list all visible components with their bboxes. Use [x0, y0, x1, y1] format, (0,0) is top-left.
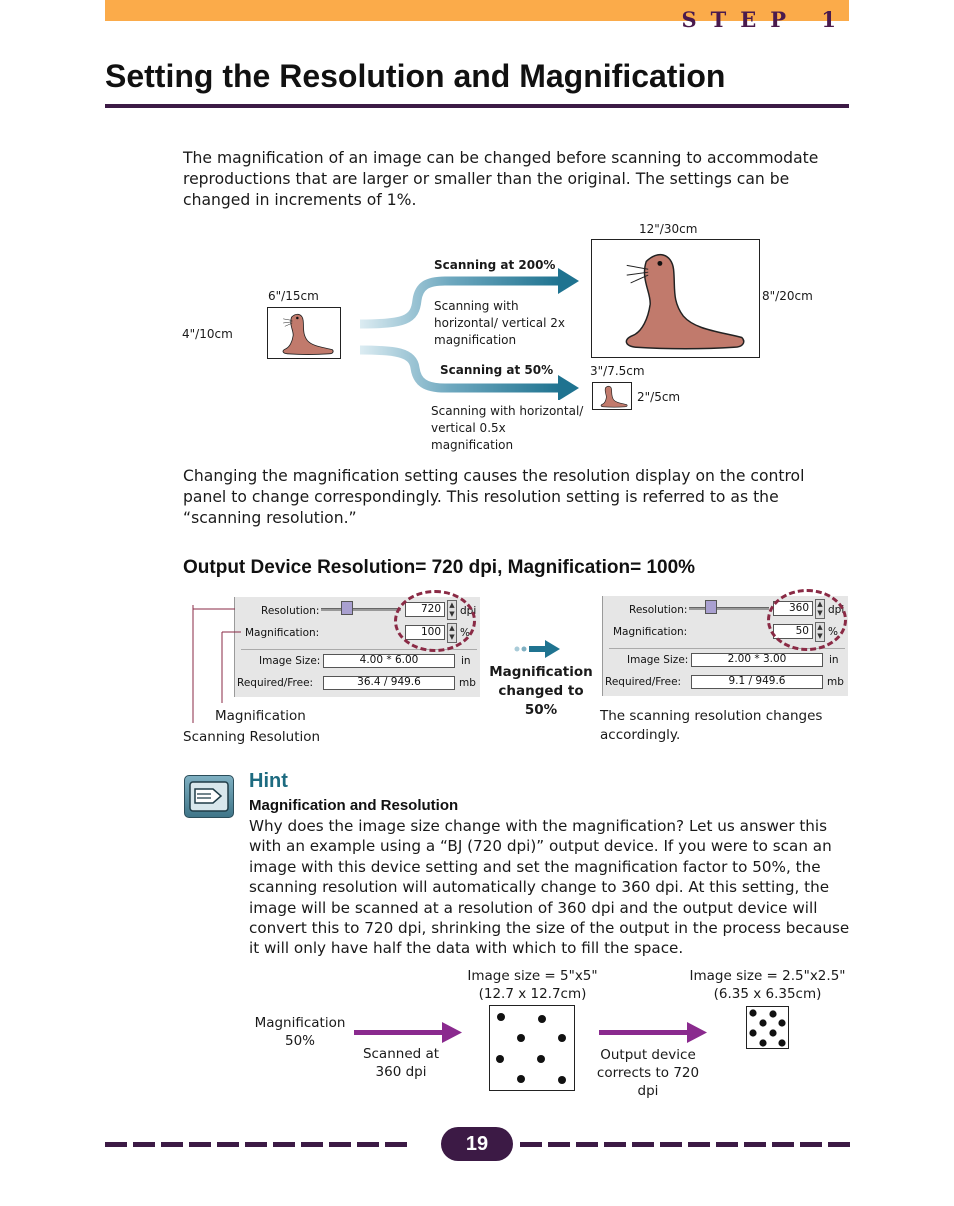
required-free-label: Required/Free:	[605, 676, 682, 688]
change-arrow	[512, 638, 562, 660]
small-dot-image	[746, 1006, 789, 1049]
resolution-input[interactable]: 720	[405, 602, 445, 617]
footer-dash	[548, 1142, 570, 1147]
footer-dash	[744, 1142, 766, 1147]
magnification-unit: %	[828, 626, 838, 638]
footer-dash	[105, 1142, 127, 1147]
seal-illustration	[593, 383, 631, 409]
scanned-at-label: Scanned at 360 dpi	[362, 1046, 440, 1080]
required-free-unit: mb	[459, 677, 476, 689]
resolution-slider-thumb[interactable]	[341, 601, 353, 615]
image-size-large-line1: Image size = 5"x5"	[467, 968, 598, 984]
dot-pattern	[747, 1007, 788, 1048]
resolution-slider[interactable]	[321, 608, 401, 611]
output-corrects-label: Output device corrects to 720 dpi	[596, 1047, 700, 1099]
image-size-small-line1: Image size = 2.5"x2.5"	[689, 968, 846, 984]
magnification-unit: %	[460, 627, 470, 639]
image-size-field: 4.00 * 6.00	[323, 654, 455, 668]
required-free-field: 9.1 / 949.6	[691, 675, 823, 689]
hint-subtitle: Magnification and Resolution	[249, 797, 459, 814]
image-size-field: 2.00 * 3.00	[691, 653, 823, 667]
footer-dash	[520, 1142, 542, 1147]
title-rule	[105, 104, 849, 108]
highlight-circle	[394, 590, 476, 652]
result-note: The scanning resolution changes accordingly.	[600, 708, 823, 743]
magnification-50-label: Magnification 50%	[254, 1015, 346, 1049]
required-free-field: 36.4 / 949.6	[323, 676, 455, 690]
change-paragraph: Changing the magnification setting causes the resolution display on the control panel to change correspondingly. This resolution setting is referred to as the “scanning resolution.”	[183, 467, 805, 527]
magenta-arrow-2	[597, 1020, 709, 1046]
footer-dash	[385, 1142, 407, 1147]
intro-paragraph: The magnification of an image can be changed before scanning to accommodate reproductions that are larger or smaller than the original. The settings can be changed in increments of 1%.	[183, 149, 819, 209]
footer-dash	[189, 1142, 211, 1147]
footer-dash	[688, 1142, 710, 1147]
step-label: STEP 1	[681, 7, 850, 32]
magenta-arrow-1	[352, 1020, 464, 1046]
image-size-unit: in	[829, 654, 839, 666]
reduced-seal-image	[592, 382, 632, 410]
footer-dash	[716, 1142, 738, 1147]
footer-dash	[273, 1142, 295, 1147]
footer-dash	[245, 1142, 267, 1147]
magnification-input[interactable]: 100	[405, 625, 445, 640]
pointing-arrow-icon	[185, 776, 233, 817]
enlarged-width-label: 12"/30cm	[639, 222, 698, 236]
seal-illustration	[592, 240, 759, 357]
footer-dash	[828, 1142, 850, 1147]
enlarged-seal-image	[591, 239, 760, 358]
image-size-label: Image Size:	[627, 654, 689, 666]
scan-50-desc: Scanning with horizontal/ vertical 0.5x magnification	[431, 404, 584, 452]
footer-dash	[632, 1142, 654, 1147]
scanning-resolution-annotation: Scanning Resolution	[183, 729, 321, 745]
original-width-label: 6"/15cm	[268, 289, 319, 303]
footer-dash	[660, 1142, 682, 1147]
hint-paragraph: Why does the image size change with the magnification? Let us answer this with an example using a “BJ (720 dpi)” output device. If you were to scan an image with this device setting and set the magnification factor to 50%, the scanning resolution will automatically change to 360 dpi. At this setting, the image will be scanned at a resolution of 360 dpi and the output device will convert this to 720 dpi, shrinking the size of the output in the process because it will only have half the data with which to fill the space.	[249, 817, 850, 958]
scan-200-label: Scanning at 200%	[434, 258, 556, 272]
magnification-input[interactable]: 50	[773, 624, 813, 639]
change-arrow-label: Magnification changed to 50%	[489, 664, 593, 718]
footer-dash	[800, 1142, 822, 1147]
footer-dash	[161, 1142, 183, 1147]
scan-200-desc: Scanning with horizontal/ vertical 2x magnification	[434, 299, 566, 347]
footer-dash	[329, 1142, 351, 1147]
footer-dash	[217, 1142, 239, 1147]
resolution-unit: dpi	[828, 604, 845, 616]
magnification-label: Magnification:	[613, 626, 688, 638]
resolution-unit: dpi	[460, 605, 477, 617]
magnification-annotation: Magnification	[215, 708, 306, 724]
scan-50-label: Scanning at 50%	[440, 363, 554, 377]
page-number: 19	[441, 1127, 513, 1161]
dot-pattern	[490, 1006, 574, 1090]
image-size-unit: in	[461, 655, 471, 667]
hint-title: Hint	[249, 770, 288, 792]
formula-heading: Output Device Resolution= 720 dpi, Magnification= 100%	[183, 557, 696, 578]
enlarged-height-label: 8"/20cm	[762, 289, 813, 303]
original-seal-image	[267, 307, 341, 359]
footer-dash	[301, 1142, 323, 1147]
footer-dash	[604, 1142, 626, 1147]
magnification-label: Magnification:	[245, 627, 320, 639]
page-title: Setting the Resolution and Magnification	[105, 58, 726, 94]
seal-illustration	[268, 308, 340, 358]
required-free-label: Required/Free:	[237, 677, 314, 689]
footer-dash	[133, 1142, 155, 1147]
large-dot-image	[489, 1005, 575, 1091]
magnification-stepper[interactable]: ▲ ▼	[815, 622, 825, 642]
hint-icon	[184, 775, 234, 818]
magnification-stepper[interactable]: ▲ ▼	[447, 623, 457, 643]
resolution-stepper[interactable]: ▲ ▼	[447, 600, 457, 620]
resolution-slider[interactable]	[689, 607, 769, 610]
resolution-stepper[interactable]: ▲ ▼	[815, 599, 825, 619]
image-size-large-line2: (12.7 x 12.7cm)	[478, 986, 587, 1002]
original-height-label: 4"/10cm	[182, 327, 233, 341]
footer-dash	[576, 1142, 598, 1147]
footer-dash	[772, 1142, 794, 1147]
resolution-slider-thumb[interactable]	[705, 600, 717, 614]
resolution-input[interactable]: 360	[773, 601, 813, 616]
reduced-height-label: 2"/5cm	[637, 390, 681, 404]
highlight-circle	[767, 589, 847, 651]
resolution-label: Resolution:	[629, 604, 688, 616]
resolution-label: Resolution:	[261, 605, 320, 617]
required-free-unit: mb	[827, 676, 844, 688]
reduced-width-label: 3"/7.5cm	[590, 364, 645, 378]
image-size-small-line2: (6.35 x 6.35cm)	[713, 986, 822, 1002]
image-size-label: Image Size:	[259, 655, 321, 667]
footer-dash	[357, 1142, 379, 1147]
